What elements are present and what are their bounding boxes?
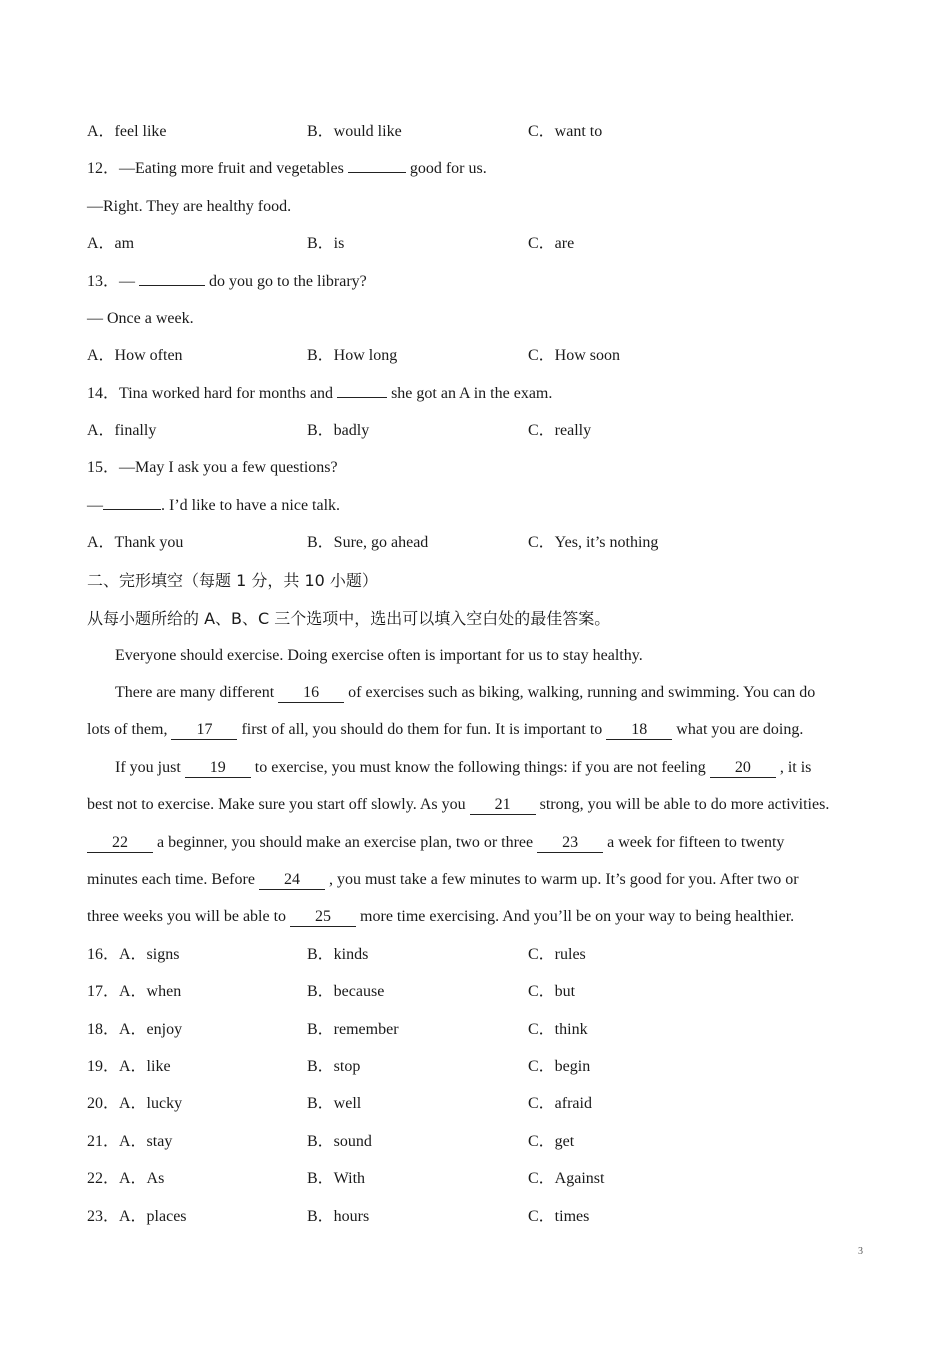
- passage-line-7: [87, 870, 799, 890]
- q14-option-c: C．really: [528, 422, 592, 439]
- passage-text: , it is: [775, 759, 812, 776]
- section2-heading: 二、完形填空（每题 1 分，共 10 小题）: [87, 571, 378, 590]
- blank-25: 25: [290, 908, 356, 927]
- option-16-a: 16．A．signs: [87, 946, 180, 963]
- passage-text: a beginner, you should make an exercise plan, two or three: [153, 834, 538, 851]
- q14-stem-pre: 14．Tina worked hard for months and: [87, 385, 338, 402]
- option-17-b: B．because: [307, 983, 385, 1000]
- passage-text: what you are doing.: [672, 721, 804, 738]
- q11-option-c: C．want to: [528, 123, 603, 140]
- q15-option-c: C．Yes, it’s nothing: [528, 534, 659, 551]
- q14-option-b: B．badly: [307, 422, 370, 439]
- q15-reply-post: . I’d like to have a nice talk.: [161, 497, 341, 514]
- passage-text: , you must take a few minutes to warm up. It’s good for you. After two or: [324, 871, 799, 888]
- q13-option-c: C．How soon: [528, 347, 621, 364]
- q14-blank: [337, 397, 387, 398]
- passage-line-6: [87, 833, 784, 853]
- passage-line-2: [115, 683, 815, 703]
- q11-option-a: A．feel like: [87, 123, 167, 140]
- option-18-a: 18．A．enjoy: [87, 1021, 183, 1038]
- q15-reply-pre: —: [87, 497, 103, 514]
- option-17-c: C．but: [528, 983, 576, 1000]
- option-16-b: B．kinds: [307, 946, 369, 963]
- passage-text: three weeks you will be able to: [87, 908, 291, 925]
- passage-text: to exercise, you must know the following things: if you are not feeling: [250, 759, 710, 776]
- option-18-c: C．think: [528, 1021, 588, 1038]
- blank-24: 24: [259, 871, 325, 890]
- option-20-b: B．well: [307, 1095, 362, 1112]
- q13-blank: [139, 285, 205, 286]
- q12-reply: —Right. They are healthy food.: [87, 198, 292, 215]
- option-19-b: B．stop: [307, 1058, 361, 1075]
- option-20-c: C．afraid: [528, 1095, 592, 1112]
- q13-option-a: A．How often: [87, 347, 183, 364]
- passage-text: There are many different: [115, 684, 279, 701]
- passage-text: best not to exercise. Make sure you start off slowly. As you: [87, 796, 470, 813]
- blank-23: 23: [537, 834, 603, 853]
- section2-instruction: 从每小题所给的 A、B、C 三个选项中，选出可以填入空白处的最佳答案。: [87, 609, 611, 628]
- option-19-a: 19．A．like: [87, 1058, 171, 1075]
- option-21-c: C．get: [528, 1133, 575, 1150]
- passage-text: strong, you will be able to do more activities.: [535, 796, 830, 813]
- q14-stem-post: she got an A in the exam.: [387, 385, 553, 402]
- passage-text: If you just: [115, 759, 185, 776]
- passage-line-1: Everyone should exercise. Doing exercise often is important for us to stay healthy.: [115, 647, 643, 664]
- option-19-c: C．begin: [528, 1058, 591, 1075]
- q15-blank: [103, 509, 161, 510]
- q15-option-a: A．Thank you: [87, 534, 184, 551]
- q12-stem: [87, 159, 487, 179]
- option-18-b: B．remember: [307, 1021, 399, 1038]
- option-21-a: 21．A．stay: [87, 1133, 173, 1150]
- q14-option-a: A．finally: [87, 422, 157, 439]
- passage-text: minutes each time. Before: [87, 871, 259, 888]
- option-22-c: C．Against: [528, 1170, 605, 1187]
- q12-stem-pre: 12．—Eating more fruit and vegetables: [87, 160, 348, 177]
- passage-line-5: [87, 795, 829, 815]
- blank-22: 22: [87, 834, 153, 853]
- q12-blank: [348, 172, 406, 173]
- option-23-b: B．hours: [307, 1208, 370, 1225]
- q13-option-b: B．How long: [307, 347, 398, 364]
- blank-19: 19: [185, 759, 251, 778]
- passage-text: first of all, you should do them for fun. It is important to: [237, 721, 607, 738]
- option-16-c: C．rules: [528, 946, 586, 963]
- blank-21: 21: [470, 796, 536, 815]
- passage-text: a week for fifteen to twenty: [603, 834, 785, 851]
- q13-stem: [87, 272, 367, 292]
- q14-stem: [87, 384, 552, 404]
- q12-stem-post: good for us.: [405, 160, 487, 177]
- passage-text: more time exercising. And you’ll be on your way to being healthier.: [356, 908, 795, 925]
- option-23-c: C．times: [528, 1208, 590, 1225]
- option-22-b: B．With: [307, 1170, 366, 1187]
- q12-option-c: C．are: [528, 235, 575, 252]
- q15-reply: [87, 496, 340, 516]
- q13-stem-post: do you go to the library?: [205, 273, 367, 290]
- passage-line-4: [115, 758, 811, 778]
- passage-text: of exercises such as biking, walking, running and swimming. You can do: [344, 684, 816, 701]
- q13-reply: — Once a week.: [87, 310, 194, 327]
- q11-option-b: B．would like: [307, 123, 402, 140]
- q12-option-a: A．am: [87, 235, 135, 252]
- option-21-b: B．sound: [307, 1133, 372, 1150]
- q15-option-b: B．Sure, go ahead: [307, 534, 429, 551]
- passage-text: lots of them,: [87, 721, 172, 738]
- option-17-a: 17．A．when: [87, 983, 182, 1000]
- option-20-a: 20．A．lucky: [87, 1095, 183, 1112]
- q15-stem: 15．—May I ask you a few questions?: [87, 459, 338, 476]
- blank-16: 16: [278, 684, 344, 703]
- blank-18: 18: [606, 721, 672, 740]
- option-23-a: 23．A．places: [87, 1208, 187, 1225]
- blank-17: 17: [171, 721, 237, 740]
- option-22-a: 22．A．As: [87, 1170, 165, 1187]
- q12-option-b: B．is: [307, 235, 345, 252]
- page-number: 3: [858, 1246, 863, 1257]
- passage-line-8: [87, 907, 794, 927]
- passage-line-3: [87, 720, 803, 740]
- blank-20: 20: [710, 759, 776, 778]
- q13-stem-pre: 13．—: [87, 273, 140, 290]
